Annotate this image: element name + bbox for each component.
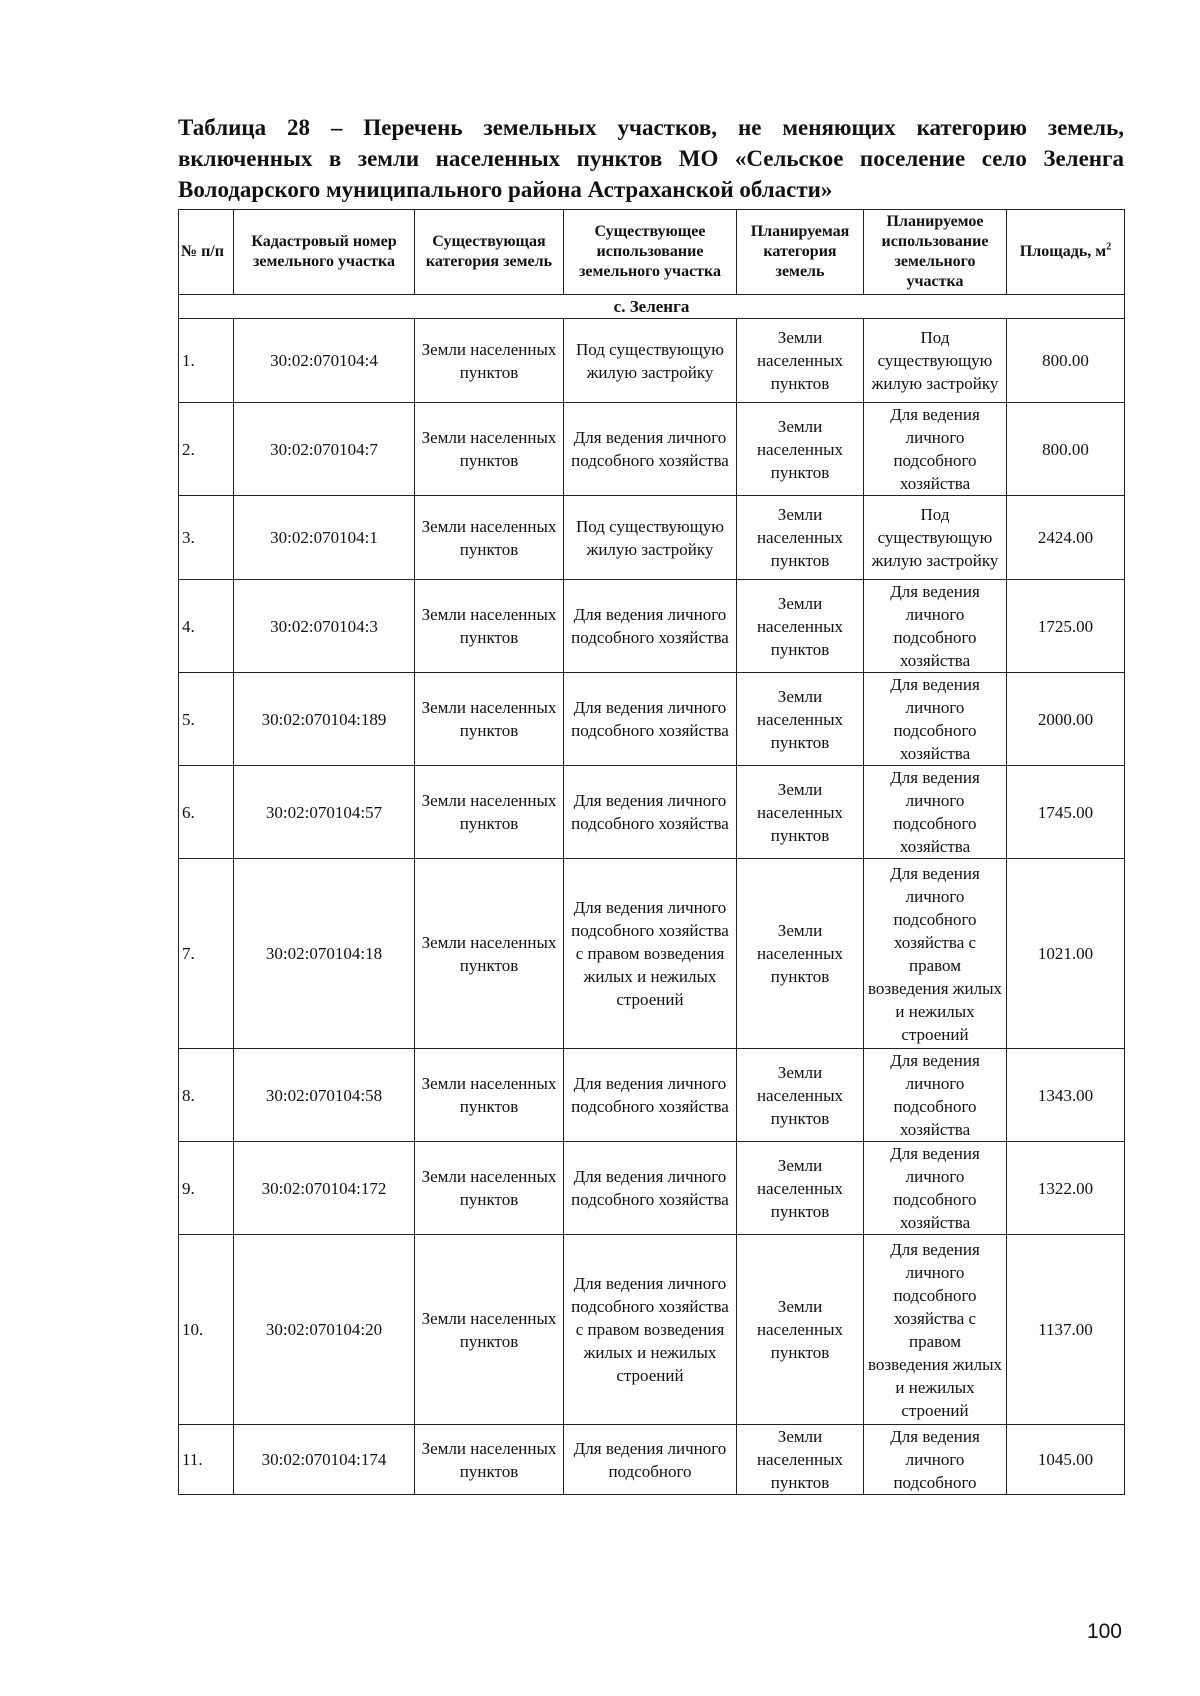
cell-existing-use: Для ведения личного подсобного хозяйства bbox=[564, 1142, 737, 1235]
cell-planned-use: Для ведения личного подсобного хозяйства bbox=[864, 1142, 1007, 1235]
cell-num: 5. bbox=[179, 673, 234, 766]
cell-planned-category: Земли населенных пунктов bbox=[737, 496, 864, 580]
cell-cadastral: 30:02:070104:3 bbox=[234, 580, 415, 673]
cell-existing-category: Земли населенных пунктов bbox=[415, 319, 564, 403]
cell-area: 1322.00 bbox=[1007, 1142, 1125, 1235]
table-row bbox=[179, 1049, 1125, 1142]
land-plots-table bbox=[178, 209, 1125, 1495]
table-row bbox=[179, 1142, 1125, 1235]
header-planned-use: Планируемое использование земельного участка bbox=[864, 210, 1007, 295]
cell-num: 1. bbox=[179, 319, 234, 403]
header-area-label: Площадь, м bbox=[1019, 243, 1107, 260]
page-number: 100 bbox=[1086, 1620, 1122, 1643]
cell-planned-use: Для ведения личного подсобного хозяйства bbox=[864, 403, 1007, 496]
cell-num: 3. bbox=[179, 496, 234, 580]
cell-planned-use: Для ведения личного подсобного bbox=[864, 1425, 1007, 1495]
cell-planned-use: Для ведения личного подсобного хозяйства с правом возведения жилых и нежилых строений bbox=[864, 1235, 1007, 1425]
cell-area: 800.00 bbox=[1007, 403, 1125, 496]
table-row bbox=[179, 1425, 1125, 1495]
cell-existing-use: Под существующую жилую застройку bbox=[564, 319, 737, 403]
cell-planned-category: Земли населенных пунктов bbox=[737, 1235, 864, 1425]
document-page bbox=[178, 112, 1124, 1495]
table-row bbox=[179, 859, 1125, 1049]
header-cadastral: Кадастровый номер земельного участка bbox=[234, 210, 415, 295]
cell-existing-use: Для ведения личного подсобного хозяйства bbox=[564, 766, 737, 859]
header-area bbox=[1007, 210, 1125, 295]
table-row bbox=[179, 403, 1125, 496]
table-header-row bbox=[179, 210, 1125, 295]
cell-existing-use: Для ведения личного подсобного хозяйства bbox=[564, 580, 737, 673]
cell-cadastral: 30:02:070104:18 bbox=[234, 859, 415, 1049]
cell-existing-category: Земли населенных пунктов bbox=[415, 1425, 564, 1495]
cell-planned-category: Земли населенных пунктов bbox=[737, 1142, 864, 1235]
cell-num: 4. bbox=[179, 580, 234, 673]
cell-existing-category: Земли населенных пунктов bbox=[415, 766, 564, 859]
cell-cadastral: 30:02:070104:4 bbox=[234, 319, 415, 403]
cell-planned-use: Для ведения личного подсобного хозяйства bbox=[864, 580, 1007, 673]
header-area-superscript: 2 bbox=[1106, 241, 1112, 253]
cell-existing-category: Земли населенных пунктов bbox=[415, 1049, 564, 1142]
cell-area: 1745.00 bbox=[1007, 766, 1125, 859]
cell-num: 6. bbox=[179, 766, 234, 859]
cell-planned-use: Под существующую жилую застройку bbox=[864, 319, 1007, 403]
table-row bbox=[179, 1235, 1125, 1425]
cell-num: 9. bbox=[179, 1142, 234, 1235]
cell-cadastral: 30:02:070104:57 bbox=[234, 766, 415, 859]
table-row bbox=[179, 319, 1125, 403]
section-row bbox=[179, 295, 1125, 319]
table-row bbox=[179, 766, 1125, 859]
cell-area: 1045.00 bbox=[1007, 1425, 1125, 1495]
header-planned-category: Планируемая категория земель bbox=[737, 210, 864, 295]
cell-cadastral: 30:02:070104:7 bbox=[234, 403, 415, 496]
cell-existing-category: Земли населенных пунктов bbox=[415, 859, 564, 1049]
cell-num: 11. bbox=[179, 1425, 234, 1495]
cell-existing-use: Под существующую жилую застройку bbox=[564, 496, 737, 580]
cell-existing-category: Земли населенных пунктов bbox=[415, 580, 564, 673]
cell-area: 1343.00 bbox=[1007, 1049, 1125, 1142]
cell-cadastral: 30:02:070104:174 bbox=[234, 1425, 415, 1495]
cell-area: 2000.00 bbox=[1007, 673, 1125, 766]
cell-planned-use: Для ведения личного подсобного хозяйства bbox=[864, 766, 1007, 859]
cell-planned-use: Для ведения личного подсобного хозяйства bbox=[864, 1049, 1007, 1142]
header-num: № п/п bbox=[179, 210, 234, 295]
cell-existing-use: Для ведения личного подсобного bbox=[564, 1425, 737, 1495]
cell-area: 1137.00 bbox=[1007, 1235, 1125, 1425]
cell-planned-category: Земли населенных пунктов bbox=[737, 1049, 864, 1142]
cell-existing-use: Для ведения личного подсобного хозяйства с правом возведения жилых и нежилых строений bbox=[564, 1235, 737, 1425]
cell-planned-category: Земли населенных пунктов bbox=[737, 859, 864, 1049]
table-caption: Таблица 28 – Перечень земельных участков, не меняющих категорию земель, включенных в земли населенных пунктов МО «Сельское поселение село Зеленга Володарского муниципального района Астраханской области» bbox=[178, 115, 1124, 202]
cell-num: 10. bbox=[179, 1235, 234, 1425]
cell-existing-category: Земли населенных пунктов bbox=[415, 1142, 564, 1235]
table-row bbox=[179, 673, 1125, 766]
cell-area: 2424.00 bbox=[1007, 496, 1125, 580]
cell-planned-category: Земли населенных пунктов bbox=[737, 403, 864, 496]
cell-cadastral: 30:02:070104:189 bbox=[234, 673, 415, 766]
cell-existing-category: Земли населенных пунктов bbox=[415, 1235, 564, 1425]
cell-cadastral: 30:02:070104:172 bbox=[234, 1142, 415, 1235]
cell-cadastral: 30:02:070104:1 bbox=[234, 496, 415, 580]
cell-existing-category: Земли населенных пунктов bbox=[415, 673, 564, 766]
cell-planned-category: Земли населенных пунктов bbox=[737, 1425, 864, 1495]
cell-area: 1021.00 bbox=[1007, 859, 1125, 1049]
table-row bbox=[179, 580, 1125, 673]
cell-existing-use: Для ведения личного подсобного хозяйства bbox=[564, 1049, 737, 1142]
table-row bbox=[179, 496, 1125, 580]
cell-planned-category: Земли населенных пунктов bbox=[737, 766, 864, 859]
header-existing-use: Существующее использование земельного участка bbox=[564, 210, 737, 295]
cell-num: 2. bbox=[179, 403, 234, 496]
cell-planned-category: Земли населенных пунктов bbox=[737, 319, 864, 403]
cell-existing-use: Для ведения личного подсобного хозяйства bbox=[564, 673, 737, 766]
cell-num: 8. bbox=[179, 1049, 234, 1142]
cell-area: 1725.00 bbox=[1007, 580, 1125, 673]
cell-planned-category: Земли населенных пунктов bbox=[737, 580, 864, 673]
cell-existing-category: Земли населенных пунктов bbox=[415, 496, 564, 580]
cell-planned-use: Для ведения личного подсобного хозяйства bbox=[864, 673, 1007, 766]
cell-cadastral: 30:02:070104:58 bbox=[234, 1049, 415, 1142]
cell-existing-category: Земли населенных пунктов bbox=[415, 403, 564, 496]
cell-existing-use: Для ведения личного подсобного хозяйства с правом возведения жилых и нежилых строений bbox=[564, 859, 737, 1049]
header-existing-category: Существующая категория земель bbox=[415, 210, 564, 295]
cell-planned-category: Земли населенных пунктов bbox=[737, 673, 864, 766]
section-title: с. Зеленга bbox=[179, 295, 1125, 319]
cell-planned-use: Под существующую жилую застройку bbox=[864, 496, 1007, 580]
cell-num: 7. bbox=[179, 859, 234, 1049]
cell-cadastral: 30:02:070104:20 bbox=[234, 1235, 415, 1425]
cell-planned-use: Для ведения личного подсобного хозяйства с правом возведения жилых и нежилых строений bbox=[864, 859, 1007, 1049]
cell-area: 800.00 bbox=[1007, 319, 1125, 403]
cell-existing-use: Для ведения личного подсобного хозяйства bbox=[564, 403, 737, 496]
